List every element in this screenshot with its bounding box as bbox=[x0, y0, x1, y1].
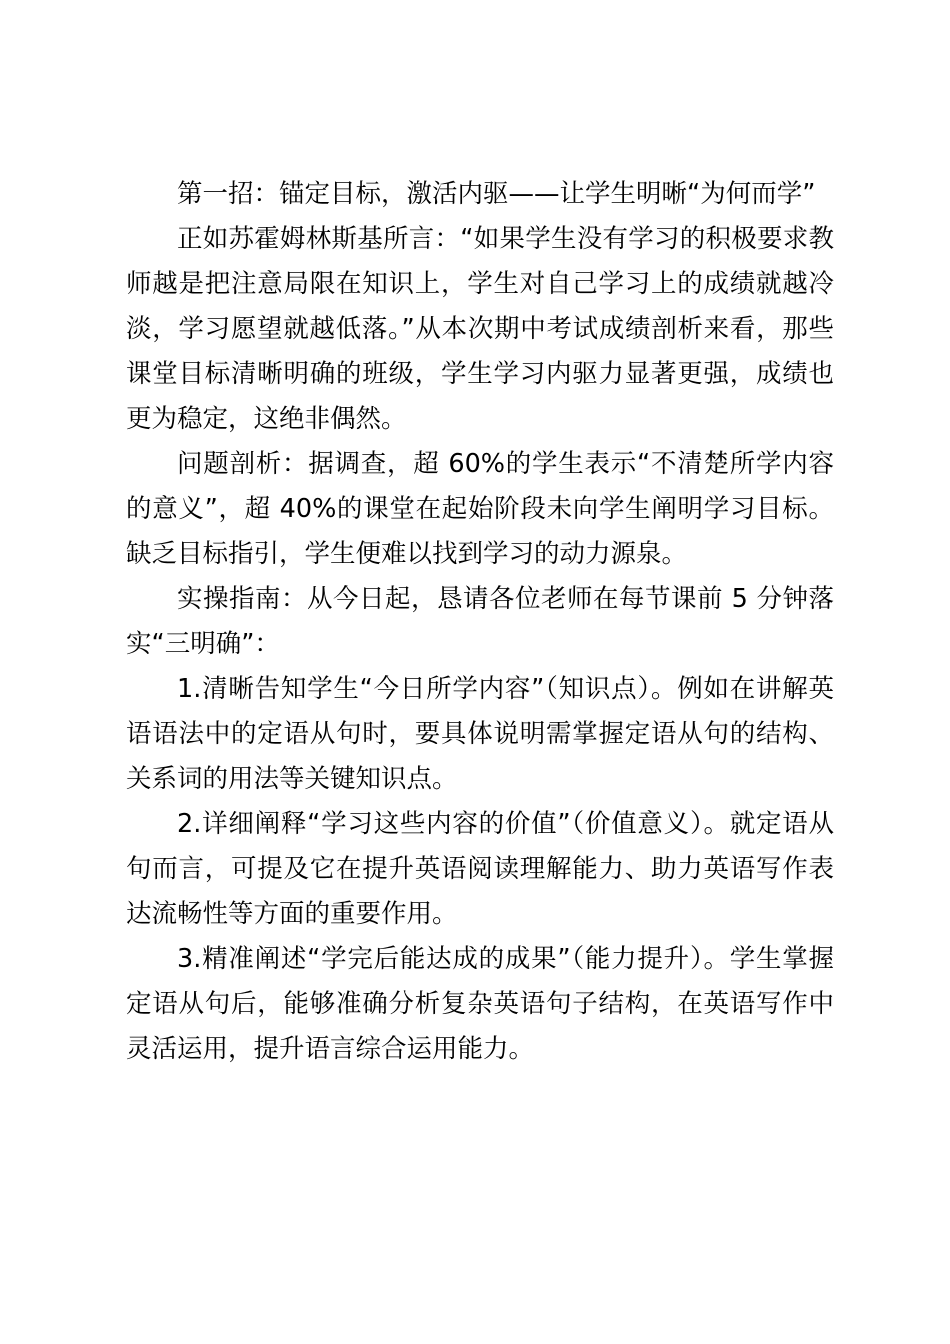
section-heading: 第一招：锚定目标，激活内驱——让学生明晰“为何而学” bbox=[177, 179, 816, 209]
list-item-1: 1.清晰告知学生“今日所学内容”（知识点）。例如在讲解英语语法中的定语从句时，要具体说明需掌握定语从句的结构、关系词的用法等关键知识点。 bbox=[126, 674, 834, 794]
list-item-2: 2.详细阐释“学习这些内容的价值”（价值意义）。就定语从句而言，可提及它在提升英语阅读理解能力、助力英语写作表达流畅性等方面的重要作用。 bbox=[126, 809, 834, 929]
problem-analysis-paragraph: 问题剖析：据调查，超 60%的学生表示“不清楚所学内容的意义”，超 40%的课堂在起始阶段未向学生阐明学习目标。缺乏目标指引，学生便难以找到学习的动力源泉。 bbox=[126, 449, 834, 569]
list-item-3: 3.精准阐述“学完后能达成的成果”（能力提升）。学生掌握定语从句后，能够准确分析复杂英语句子结构，在英语写作中灵活运用，提升语言综合运用能力。 bbox=[126, 944, 834, 1064]
intro-paragraph: 正如苏霍姆林斯基所言：“如果学生没有学习的积极要求教师越是把注意局限在知识上，学生对自己学习上的成绩就越冷淡，学习愿望就越低落。”从本次期中考试成绩剖析来看，那些课堂目标清晰明确的班级，学生学习内驱力显著更强，成绩也更为稳定，这绝非偶然。 bbox=[126, 224, 834, 434]
practice-guide-paragraph: 实操指南：从今日起，恳请各位老师在每节课前 5 分钟落实“三明确”： bbox=[126, 584, 834, 659]
document-body bbox=[126, 172, 834, 1072]
